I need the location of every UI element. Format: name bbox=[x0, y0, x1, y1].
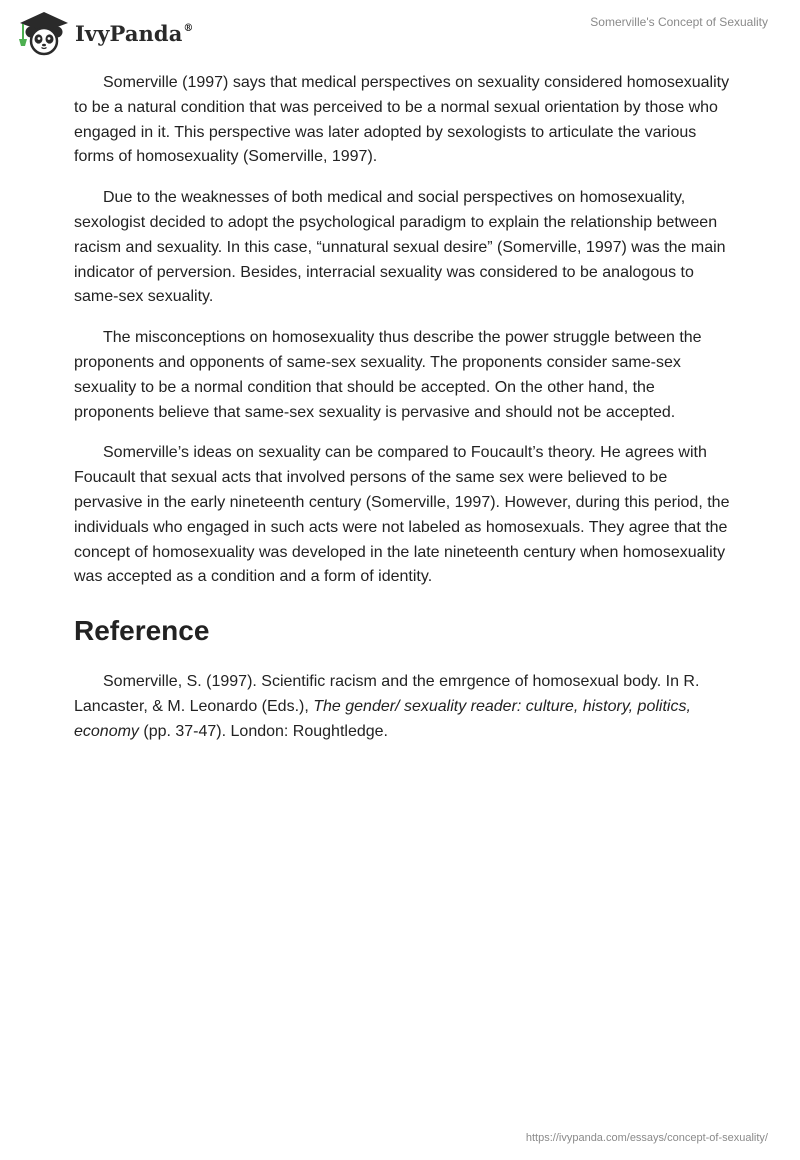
body-paragraph-2: Due to the weaknesses of both medical and social perspectives on homosexuality, sexologist decided to adopt the psychological paradigm to explain the relationship between racism and sexuality. In this case, “unnatural sexual desire” (Somerville, 1997) was the main indicator of perversion. Besides, interracial sexuality was considered to be analogous to same-sex sexuality. bbox=[74, 189, 726, 306]
page-header bbox=[0, 0, 800, 64]
panda-graduate-icon bbox=[14, 8, 70, 56]
reference-heading: Reference bbox=[74, 615, 210, 647]
document-title: Somerville's Concept of Sexuality bbox=[590, 15, 768, 29]
brand-name: IvyPanda® bbox=[75, 20, 194, 46]
body-paragraph-4: Somerville’s ideas on sexuality can be compared to Foucault’s theory. He agrees with Foucault that sexual acts that involved persons of the same sex were believed to be pervasive in the early nineteenth century (Somerville, 1997). However, during this period, the individuals who engaged in such acts were not labeled as homosexuals. They agree that the concept of homosexuality was developed in the late nineteenth century when homosexuality was accepted as a condition and a form of identity. bbox=[74, 444, 730, 586]
ivypanda-logo[interactable] bbox=[14, 8, 194, 56]
body-paragraph-1: Somerville (1997) says that medical perspectives on sexuality considered homosexuality to be a natural condition that was perceived to be a normal sexual orientation by those who engaged in it. This perspective was later adopted by sexologists to articulate the various forms of homosexuality (Somerville, 1997). bbox=[74, 74, 730, 166]
reference-entry bbox=[74, 670, 730, 744]
reference-book-title: The gender/ sexuality reader: culture, history, politics, economy bbox=[74, 697, 691, 740]
body-paragraph-3: The misconceptions on homosexuality thus describe the power struggle between the proponents and opponents of same-sex sexuality. The proponents consider same-sex sexuality to be a normal condition that should be accepted. On the other hand, the proponents believe that same-sex sexuality is pervasive and should not be accepted. bbox=[74, 329, 702, 421]
source-url[interactable]: https://ivypanda.com/essays/concept-of-sexuality/ bbox=[525, 1132, 768, 1144]
reference-publication: (pp. 37-47). London: Roughtledge. bbox=[138, 722, 388, 740]
reference-authors: Somerville, S. (1997). Scientific racism and the emrgence of homosexual body. In R. Lancaster, & M. Leonardo (Eds.), bbox=[74, 673, 700, 715]
essay-body bbox=[74, 71, 730, 745]
